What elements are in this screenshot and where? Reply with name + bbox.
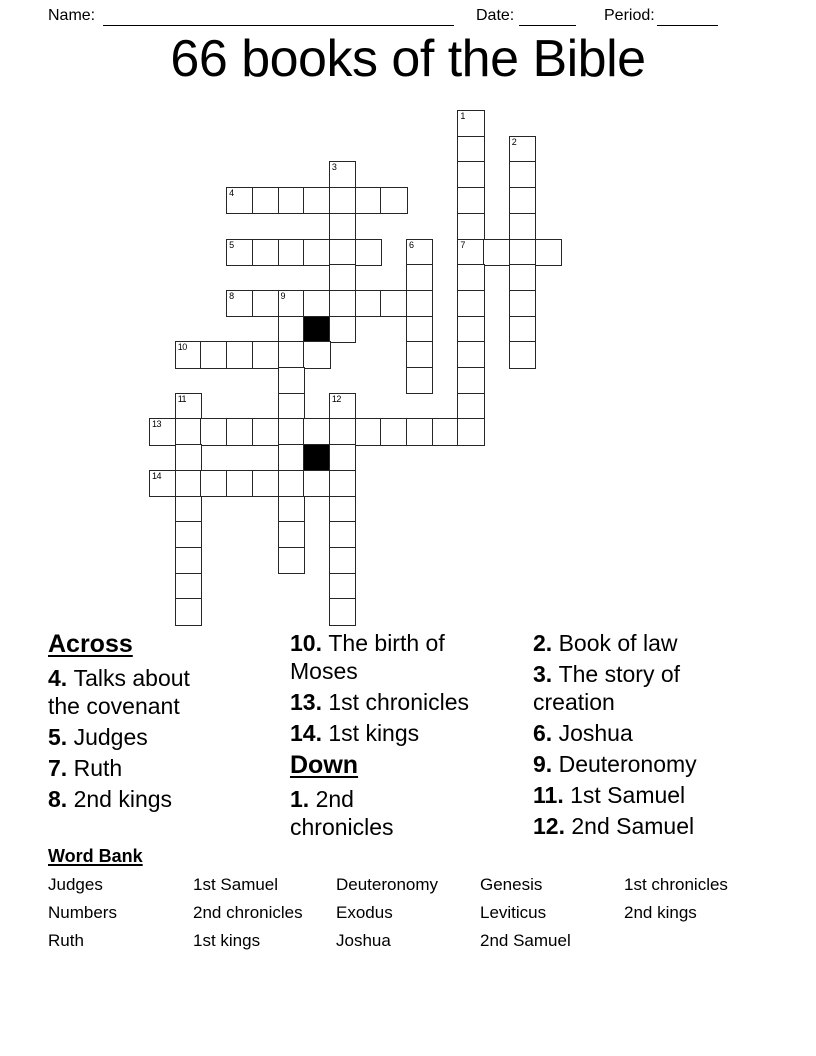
grid-cell [457, 213, 484, 240]
grid-cell-number: 4 [229, 188, 234, 199]
grid-cell [278, 367, 305, 394]
grid-cell [329, 213, 356, 240]
grid-cell [457, 264, 484, 291]
word-bank-item: Genesis [480, 875, 543, 894]
grid-cell [226, 418, 253, 445]
grid-cell [175, 393, 202, 420]
grid-cell [252, 187, 279, 214]
grid-cell [200, 470, 227, 497]
grid-cell [278, 290, 305, 317]
name-blank-line [103, 2, 454, 26]
clue-8 [48, 785, 224, 813]
grid-cell [457, 187, 484, 214]
grid-cell [278, 444, 305, 471]
grid-cell [509, 187, 536, 214]
clue-number: 10. [290, 630, 329, 656]
clue-number: 2. [533, 630, 559, 656]
grid-cell-number: 2 [511, 136, 517, 147]
clue-13 [290, 688, 496, 716]
clue-9 [533, 750, 759, 778]
clue-6 [533, 719, 759, 747]
grid-cell [457, 316, 484, 343]
grid-cell [252, 341, 279, 368]
grid-cell [329, 161, 356, 188]
grid-cell [457, 136, 484, 163]
clue-column-3 [533, 629, 759, 843]
clue-column-1 [48, 629, 224, 816]
grid-cell-number: 9 [280, 290, 286, 301]
grid-cell [457, 418, 484, 445]
grid-cell [226, 470, 253, 497]
clue-text: The story of creation [533, 661, 681, 715]
grid-cell [303, 290, 330, 317]
grid-cell-number: 12 [331, 393, 341, 404]
grid-cell [278, 239, 305, 266]
grid-cell [226, 187, 253, 214]
clue-12 [533, 812, 759, 840]
word-bank-column [480, 871, 571, 955]
clue-text: 2nd kings [73, 786, 173, 812]
grid-cell [175, 444, 202, 471]
word-bank-column [193, 871, 303, 955]
grid-cell [457, 341, 484, 368]
grid-cell [432, 418, 459, 445]
word-bank-item: Deuteronomy [336, 875, 439, 894]
grid-cell [355, 187, 382, 214]
grid-cell [329, 239, 356, 266]
grid-cell [406, 341, 433, 368]
word-bank-item: 2nd chronicles [193, 903, 303, 922]
grid-cell [303, 341, 330, 368]
clue-text: 2nd chronicles [290, 786, 394, 840]
grid-cell-number: 1 [460, 111, 465, 121]
grid-cell [380, 290, 407, 317]
grid-cell [278, 187, 305, 214]
grid-cell [278, 521, 305, 548]
clue-column-2 [290, 629, 496, 844]
grid-cell [509, 136, 536, 163]
grid-cell-number: 14 [152, 470, 162, 481]
grid-cell [457, 367, 484, 394]
clue-text: Book of law [558, 630, 678, 656]
clue-1 [290, 785, 410, 841]
name-label: Name: [48, 7, 96, 24]
clue-text: Ruth [73, 755, 123, 781]
grid-cell [175, 573, 202, 600]
grid-cell [509, 239, 536, 266]
grid-cell-black [303, 316, 330, 343]
grid-cell [278, 470, 305, 497]
grid-cell [406, 290, 433, 317]
clue-text: 2nd Samuel [571, 813, 695, 839]
word-bank-item: Exodus [336, 903, 393, 922]
clue-text: 1st Samuel [570, 782, 686, 808]
grid-cell [329, 316, 356, 343]
grid-cell-black [303, 444, 330, 471]
grid-cell [509, 161, 536, 188]
grid-cell [252, 290, 279, 317]
clue-2 [533, 629, 759, 657]
grid-cell [355, 239, 382, 266]
grid-cell [278, 341, 305, 368]
grid-cell [509, 316, 536, 343]
word-bank-column [336, 871, 438, 955]
clue-11 [533, 781, 759, 809]
grid-cell [355, 290, 382, 317]
word-bank-item: Leviticus [480, 903, 547, 922]
grid-cell [329, 496, 356, 523]
grid-cell [380, 187, 407, 214]
grid-cell [278, 316, 305, 343]
grid-cell [457, 290, 484, 317]
clue-14 [290, 719, 496, 747]
clue-text: Joshua [558, 720, 633, 746]
clue-number: 5. [48, 724, 74, 750]
grid-cell [406, 367, 433, 394]
grid-cell [252, 470, 279, 497]
grid-cell [278, 496, 305, 523]
clue-text: Deuteronomy [558, 751, 697, 777]
crossword-grid [149, 110, 563, 626]
grid-cell [149, 470, 176, 497]
grid-cell [406, 316, 433, 343]
word-bank-item: 2nd kings [624, 903, 697, 922]
clue-7 [48, 754, 224, 782]
grid-cell [303, 239, 330, 266]
grid-cell [175, 470, 202, 497]
grid-cell-number: 8 [229, 290, 234, 301]
grid-cell-number: 7 [460, 239, 465, 250]
grid-cell [303, 187, 330, 214]
grid-cell [329, 573, 356, 600]
grid-cell [329, 187, 356, 214]
clue-number: 11. [533, 782, 571, 808]
grid-cell [226, 290, 253, 317]
grid-cell [175, 341, 202, 368]
word-bank-item: Judges [48, 875, 103, 894]
clue-number: 12. [533, 813, 572, 839]
clue-number: 8. [48, 786, 74, 812]
clue-number: 3. [533, 661, 559, 687]
clue-number: 6. [533, 720, 559, 746]
grid-cell [329, 598, 356, 625]
grid-cell [278, 547, 305, 574]
grid-cell [483, 239, 510, 266]
grid-cell [252, 418, 279, 445]
word-bank-column [48, 871, 117, 955]
grid-cell-number: 13 [152, 419, 162, 430]
clue-3 [533, 660, 759, 716]
clue-4 [48, 664, 224, 720]
grid-cell [329, 393, 356, 420]
puzzle-title: 66 books of the Bible [170, 30, 646, 88]
grid-cell-number: 5 [229, 239, 234, 250]
word-bank-item: Ruth [48, 931, 84, 950]
grid-cell [149, 418, 176, 445]
grid-cell [457, 239, 484, 266]
grid-cell [200, 341, 227, 368]
grid-cell [457, 393, 484, 420]
grid-cell [303, 418, 330, 445]
clue-number: 1. [290, 786, 316, 812]
grid-cell [406, 264, 433, 291]
grid-cell [406, 239, 433, 266]
grid-cell [303, 470, 330, 497]
grid-cell [175, 521, 202, 548]
word-bank-item: 2nd Samuel [480, 931, 571, 950]
across-heading: Across [48, 630, 133, 658]
grid-cell [380, 418, 407, 445]
clue-text: Judges [73, 724, 148, 750]
clue-number: 9. [533, 751, 559, 777]
word-bank-heading: Word Bank [48, 846, 143, 866]
clue-number: 4. [48, 665, 74, 691]
word-bank-item: Numbers [48, 903, 117, 922]
grid-cell [509, 213, 536, 240]
grid-cell [535, 239, 562, 266]
clue-text: 1st chronicles [328, 689, 469, 715]
down-heading: Down [290, 751, 359, 779]
clue-number: 14. [290, 720, 329, 746]
clue-number: 13. [290, 689, 329, 715]
grid-cell [278, 418, 305, 445]
grid-cell-number: 10 [177, 342, 187, 353]
grid-cell [252, 239, 279, 266]
grid-cell [175, 418, 202, 445]
grid-cell [509, 290, 536, 317]
grid-cell [329, 521, 356, 548]
word-bank-item: 1st chronicles [624, 875, 728, 894]
period-label: Period: [604, 7, 655, 24]
grid-cell [509, 264, 536, 291]
clue-text: 1st kings [328, 720, 420, 746]
clue-5 [48, 723, 224, 751]
grid-cell [200, 418, 227, 445]
word-bank-item: Joshua [336, 931, 391, 950]
grid-cell [457, 161, 484, 188]
grid-cell [406, 418, 433, 445]
grid-cell [355, 418, 382, 445]
word-bank-item: 1st kings [193, 931, 261, 950]
grid-cell-number: 3 [331, 162, 337, 173]
grid-cell [329, 444, 356, 471]
clue-text: The birth of Moses [290, 630, 445, 684]
clue-10 [290, 629, 496, 685]
grid-cell [175, 547, 202, 574]
grid-cell [329, 470, 356, 497]
grid-cell [457, 110, 484, 137]
word-bank-column [624, 871, 728, 927]
grid-cell [175, 496, 202, 523]
clue-text: Talks about the covenant [48, 665, 190, 719]
date-label: Date: [476, 7, 515, 24]
grid-cell [329, 264, 356, 291]
grid-cell [175, 598, 202, 625]
grid-cell [329, 290, 356, 317]
grid-cell [226, 341, 253, 368]
grid-cell [226, 239, 253, 266]
word-bank-item: 1st Samuel [193, 875, 279, 894]
grid-cell [278, 393, 305, 420]
grid-cell-number: 11 [177, 393, 187, 404]
grid-cell [329, 547, 356, 574]
clue-number: 7. [48, 755, 74, 781]
grid-cell [509, 341, 536, 368]
date-blank-line [519, 2, 576, 26]
grid-cell-number: 6 [409, 239, 414, 250]
grid-cell [329, 418, 356, 445]
period-blank-line [657, 2, 718, 26]
